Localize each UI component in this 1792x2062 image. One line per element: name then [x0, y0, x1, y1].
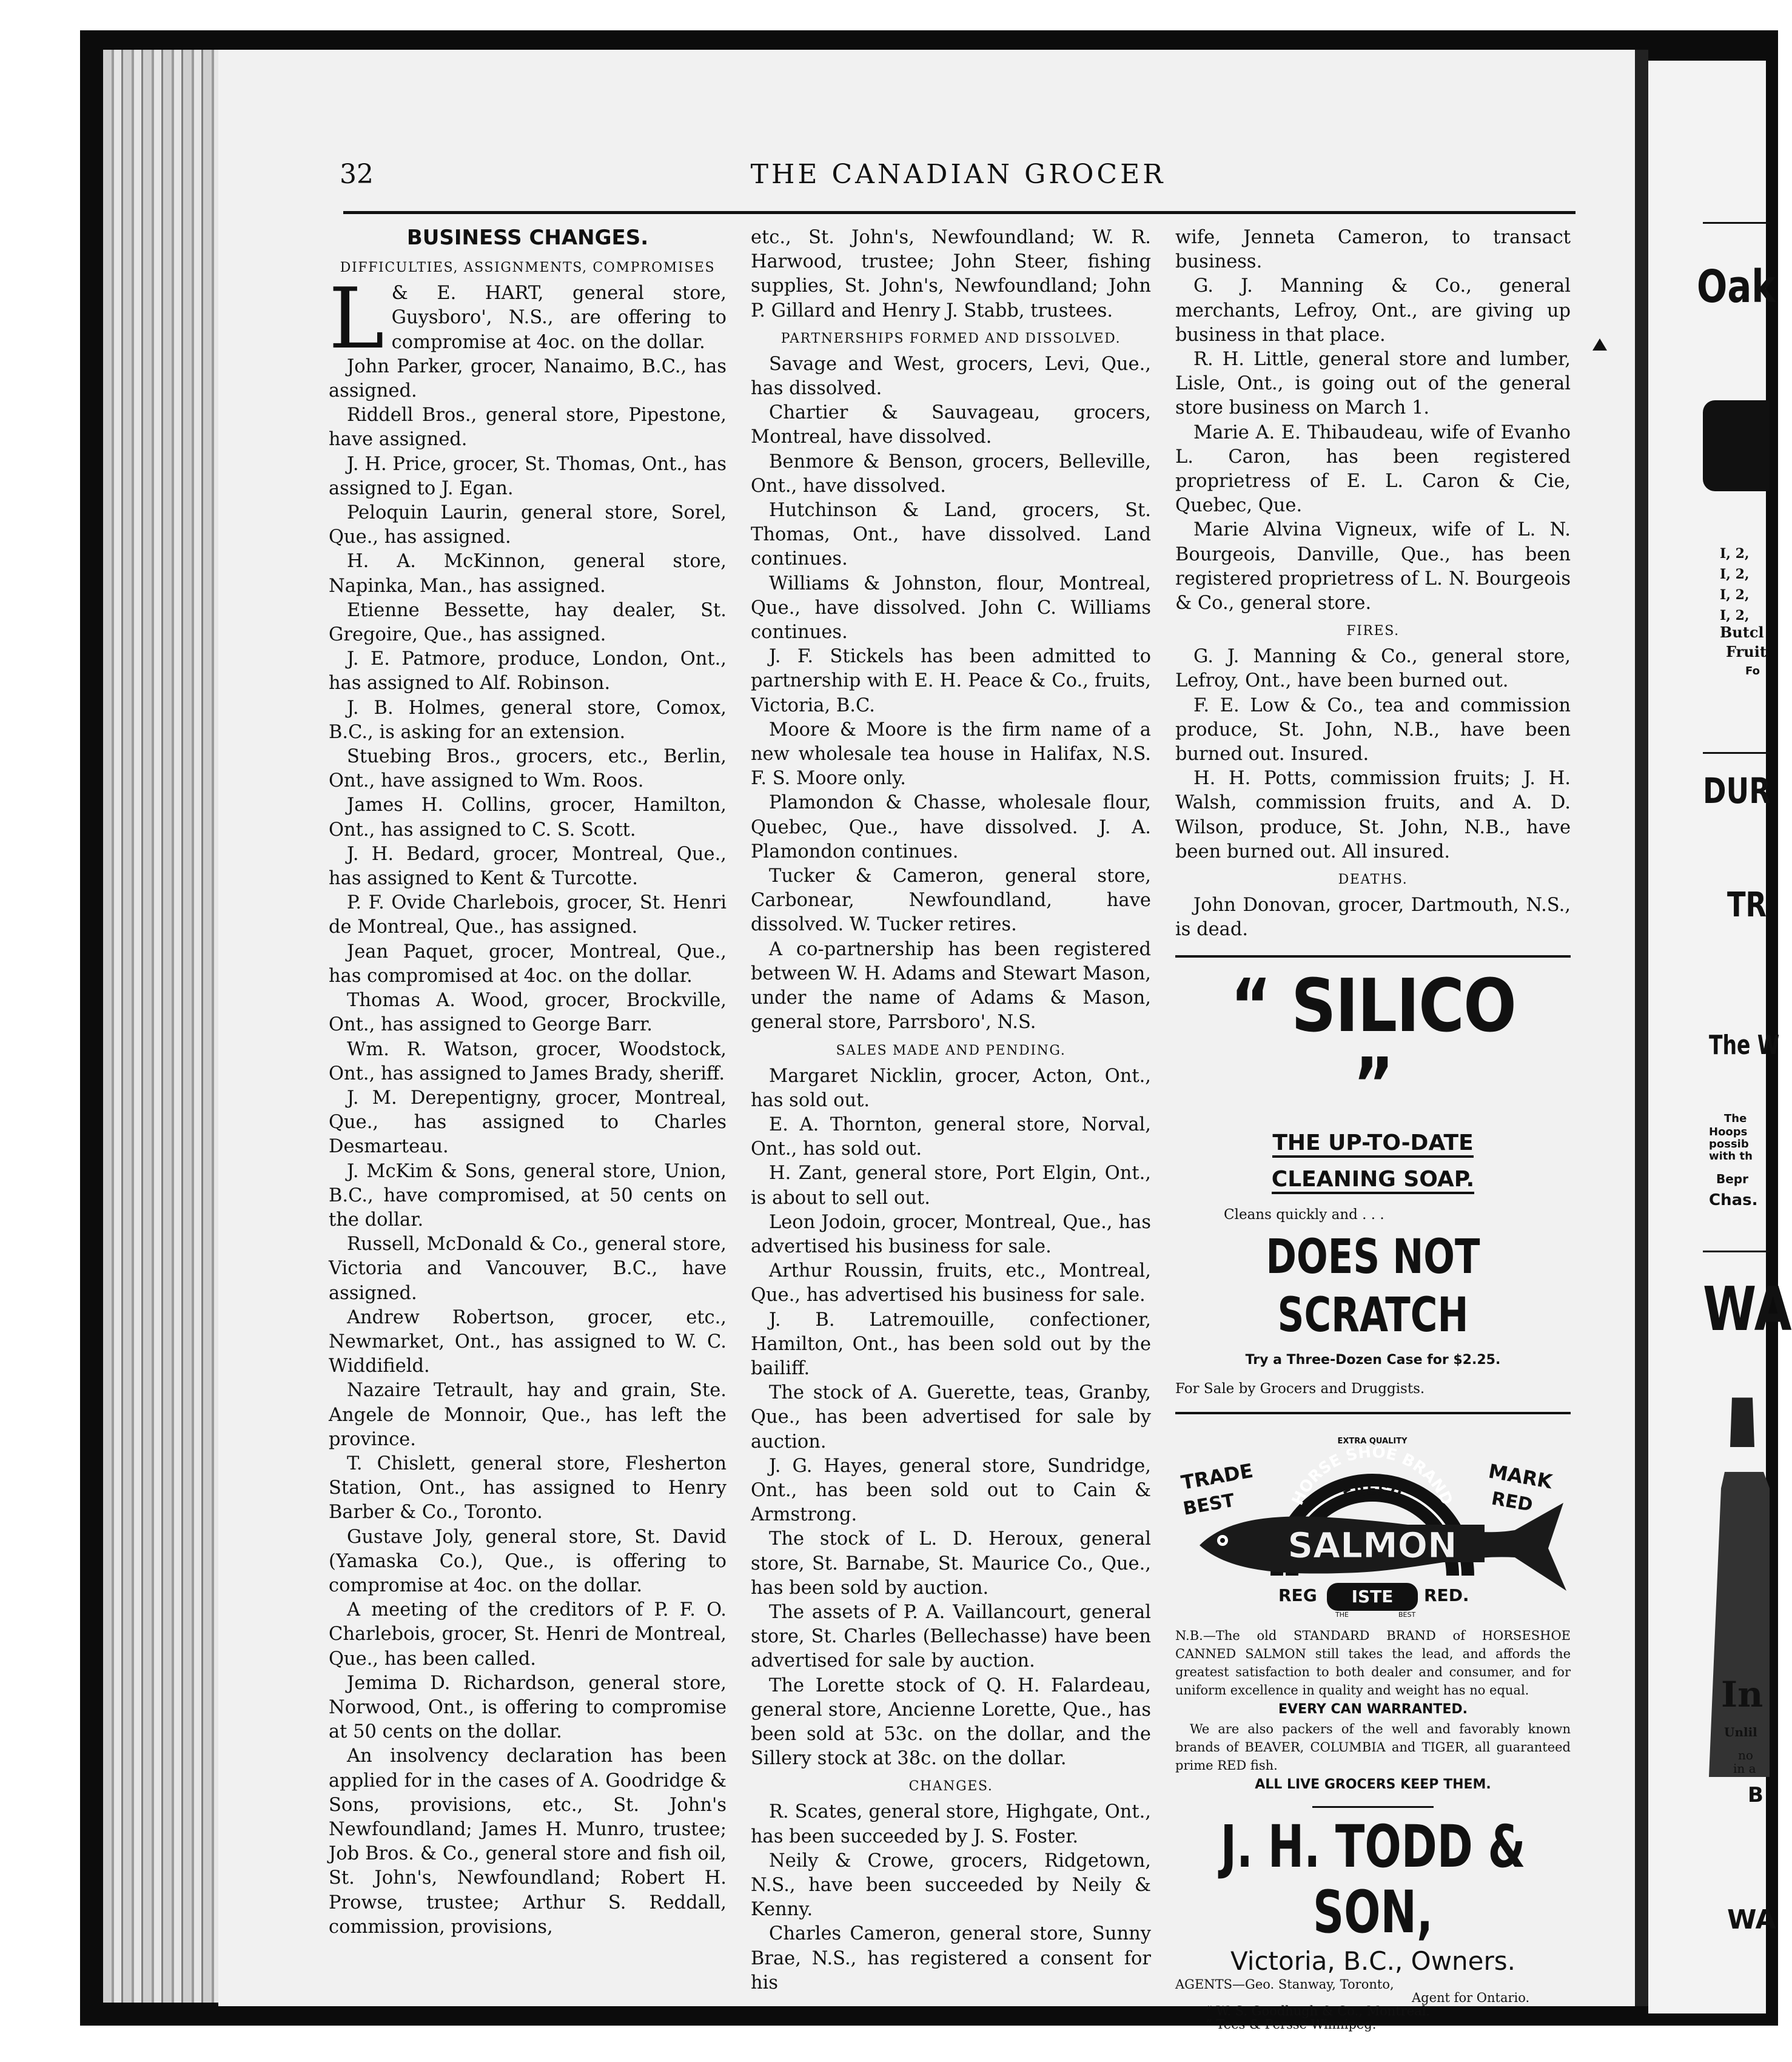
silico-cleans: Cleans quickly and . . . [1224, 1207, 1384, 1223]
journal-title: THE CANADIAN GROCER [750, 159, 1166, 190]
facing-fragment: Oak [1697, 261, 1776, 313]
deaths-entries [1175, 893, 1571, 942]
entry-paragraph: R. H. Little, general store and lumber, Lisle, Ont., is going out of the general store business on March 1. [1175, 349, 1571, 419]
entry-paragraph: John Donovan, grocer, Dartmouth, N.S., is dead. [1175, 895, 1571, 941]
facing-rule [1703, 1251, 1770, 1252]
entry-paragraph: Savage and West, grocers, Levi, Que., has dissolved. [751, 353, 1151, 400]
ad-short-rule [1312, 1806, 1434, 1808]
facing-rule [1703, 752, 1770, 754]
entry-paragraph: Etienne Bessette, hay dealer, St. Gregoire, Que., has assigned. [329, 599, 727, 646]
logo-red-suffix: RED. [1424, 1585, 1469, 1605]
facing-fragment: TR [1727, 885, 1767, 925]
changes-entries [751, 1800, 1151, 1995]
facing-fragment: B [1748, 1783, 1763, 1807]
entry-paragraph: H. H. Potts, commission fruits; J. H. Walsh, commission fruits, and A. D. Wilson, produce, St. John, N.B., have been burned out. All insured. [1175, 768, 1571, 862]
facing-fragment: The W [1709, 1030, 1780, 1061]
entry-paragraph: G. J. Manning & Co., general store, Lefroy, Ont., have been burned out. [1175, 646, 1571, 692]
entry-paragraph: Stuebing Bros., grocers, etc., Berlin, Ont., have assigned to Wm. Roos. [329, 746, 727, 792]
partnership-entries [751, 352, 1151, 1035]
running-header [340, 159, 1577, 201]
logo-fresh: FRESH [1341, 1481, 1404, 1505]
subhead-partnerships: PARTNERSHIPS FORMED AND DISSOLVED. [780, 331, 1121, 346]
agent-line: “ W. S. Goodhugh & Co., Montreal. [1206, 2003, 1431, 2018]
entry-paragraph: Russell, McDonald & Co., general store, Victoria and Vancouver, B.C., have assigned. [329, 1234, 727, 1304]
entry-paragraph: Benmore & Benson, grocers, Belleville, Ont., have dissolved. [751, 451, 1151, 497]
column-fires-deaths-ads [1175, 226, 1571, 2031]
agent-line: Agent for Ontario. [1412, 1990, 1530, 2005]
facing-fragment: DUR [1703, 770, 1771, 811]
entry-paragraph: A co-partnership has been registered between W. H. Adams and Stewart Mason, under the name of Adams & Mason, general store, Parrsboro', N.S. [751, 938, 1151, 1033]
facing-fragment: I, 2, [1720, 608, 1750, 623]
entry-paragraph: J. F. Stickels has been admitted to partnership with E. H. Peace & Co., fruits, Victoria, B.C. [751, 646, 1151, 716]
silico-advertisement [1175, 964, 1571, 1398]
changes-more-entries [1175, 274, 1571, 616]
facing-fragment: no [1738, 1748, 1753, 1762]
entry-paragraph: J. H. Bedard, grocer, Montreal, Que., has assigned to Kent & Turcotte. [329, 843, 727, 890]
entry-paragraph: T. Chislett, general store, Flesherton Station, Ont., has assigned to Henry Barber & Co., Toronto. [329, 1452, 727, 1523]
tagline-text: CLEANING SOAP. [1272, 1167, 1474, 1194]
fires-entries [1175, 645, 1571, 864]
facing-fragment: In [1721, 1674, 1763, 1715]
agent-line: “ Tees & Persse Winnipeg. [1206, 2017, 1377, 2032]
sales-entries [751, 1064, 1151, 1772]
entry-paragraph: Wm. R. Watson, grocer, Woodstock, Ont., has assigned to James Brady, sheriff. [329, 1038, 727, 1084]
logo-extra-quality: EXTRA QUALITY [1337, 1436, 1408, 1446]
ad-separator [1175, 955, 1571, 958]
logo-the: THE [1335, 1610, 1349, 1619]
entry-paragraph: E. A. Thornton, general store, Norval, Ont., has sold out. [751, 1113, 1151, 1160]
entry-text: & E. HART, general store, Guysboro', N.S., are offering to compromise at 4oc. on the dollar. [391, 283, 727, 353]
entry-paragraph: The assets of P. A. Vaillancourt, general store, St. Charles (Bellechasse) have been advertised for sale by auction. [751, 1601, 1151, 1672]
entry-paragraph: J. M. Derepentigny, grocer, Montreal, Que., has assigned to Charles Desmarteau. [329, 1087, 727, 1158]
facing-fragment: The [1724, 1112, 1747, 1125]
facing-fragment: Bepr [1716, 1172, 1748, 1186]
entry-paragraph: An insolvency declaration has been applied for in the cases of A. Goodridge & Sons, provisions, etc., St. John's Newfoundland; James H. Munro, trustee; Job Bros. & Co., general store and fish oil, St. John's, Newfoundland; Robert H. Prowse, trustee; Arthur S. Reddall, commission, provisions, [329, 1745, 727, 1938]
salmon-packers: We are also packers of the well and favorably known brands of BEAVER, COLUMBIA and TIGER, all guaranteed prime RED fish. [1175, 1721, 1571, 1773]
entry-paragraph: John Parker, grocer, Nanaimo, B.C., has assigned. [329, 355, 727, 402]
facing-rule [1703, 222, 1770, 224]
silico-tagline-1 [1175, 1125, 1571, 1161]
facing-figure-image [1709, 1365, 1770, 1777]
facing-fragment: Fruit [1726, 643, 1767, 660]
subhead-difficulties: DIFFICULTIES, ASSIGNMENTS, COMPROMISES [340, 260, 716, 276]
entry-paragraph: Marie A. E. Thibaudeau, wife of Evanho L. Caron, has been registered proprietress of E. L. Caron & Cie, Quebec, Que. [1175, 421, 1571, 517]
column1-entries [329, 355, 727, 1939]
ad-separator [1175, 1412, 1571, 1414]
entry-paragraph: Tucker & Cameron, general store, Carbonear, Newfoundland, have dissolved. W. Tucker retires. [751, 865, 1151, 936]
entry-paragraph: The stock of A. Guerette, teas, Granby, Que., has been advertised for sale by auction. [751, 1382, 1151, 1452]
entry-paragraph: Plamondon & Chasse, wholesale flour, Quebec, Que., have dissolved. J. A. Plamondon continues. [751, 792, 1151, 862]
logo-best: BEST [1181, 1489, 1237, 1520]
agent-line: AGENTS—Geo. Stanway, Toronto, [1175, 1976, 1394, 1992]
entry-paragraph: J. E. Patmore, produce, London, Ont., has assigned to Alf. Robinson. [329, 648, 727, 694]
entry-paragraph: Gustave Joly, general store, St. David (Yamaska Co.), Que., is offering to compromise at 4oc. on the dollar. [329, 1526, 727, 1596]
entry-paragraph: H. Zant, general store, Port Elgin, Ont., is about to sell out. [751, 1163, 1151, 1209]
entry-paragraph: The Lorette stock of Q. H. Falardeau, general store, Ancienne Lorette, Que., has been sold at 53c. on the dollar, and the Sillery stock at 38c. on the dollar. [751, 1674, 1151, 1770]
facing-fragment: in a [1733, 1761, 1756, 1776]
facing-fragment: with th [1709, 1150, 1753, 1163]
facing-image-block [1703, 400, 1770, 491]
salmon-warranted: EVERY CAN WARRANTED. [1278, 1701, 1468, 1717]
facing-fragment: Unlil [1724, 1725, 1757, 1739]
facing-fragment: possib [1709, 1138, 1749, 1150]
entry-paragraph: Chartier & Sauvageau, grocers, Montreal, have dissolved. [751, 402, 1151, 448]
logo-salmon: SALMON [1287, 1524, 1457, 1566]
subhead-fires: FIRES. [1346, 623, 1400, 639]
entry-paragraph: R. Scates, general store, Highgate, Ont., has been succeeded by J. S. Foster. [751, 1801, 1151, 1847]
logo-mark: MARK [1486, 1459, 1554, 1493]
salmon-grocers: ALL LIVE GROCERS KEEP THEM. [1255, 1776, 1491, 1792]
margin-mark-icon [1592, 338, 1607, 351]
subhead-deaths: DEATHS. [1338, 872, 1408, 888]
continuation-paragraph: wife, Jenneta Cameron, to transact business. [1175, 227, 1571, 273]
entry-paragraph: P. F. Ovide Charlebois, grocer, St. Henri de Montreal, Que., has assigned. [329, 892, 727, 938]
facing-fragment: Butcl [1720, 623, 1764, 641]
silico-tagline-2 [1175, 1161, 1571, 1198]
company-name: J. H. TODD & SON, [1220, 1812, 1526, 1946]
entry-paragraph: H. A. McKinnon, general store, Napinka, Man., has assigned. [329, 551, 727, 597]
facing-fragment: WA [1703, 1274, 1792, 1345]
facing-fragment: I, 2, [1720, 546, 1750, 562]
entry-paragraph: Charles Cameron, general store, Sunny Brae, N.S., has registered a consent for his [751, 1923, 1151, 1993]
silico-headline: DOES NOT SCRATCH [1266, 1230, 1480, 1343]
column-business-changes [329, 226, 727, 1939]
entry-paragraph: Moore & Moore is the firm name of a new wholesale tea house in Halifax, N.S. F. S. Moore only. [751, 719, 1151, 790]
entry-paragraph [329, 270, 727, 368]
facing-fragment: WA [1727, 1904, 1776, 1935]
entry-paragraph: Riddell Bros., general store, Pipestone, have assigned. [329, 405, 727, 451]
entry-paragraph: The stock of L. D. Heroux, general store, St. Barnabe, St. Maurice Co., Que., has been sold by auction. [751, 1528, 1151, 1599]
entry-paragraph: Thomas A. Wood, grocer, Brockville, Ont., has assigned to George Barr. [329, 990, 727, 1036]
page-edges [103, 50, 218, 2003]
entry-paragraph: J. G. Hayes, general store, Sundridge, Ont., has been sold out to Cain & Armstrong. [751, 1455, 1151, 1526]
entry-paragraph: Leon Jodoin, grocer, Montreal, Que., has advertised his business for sale. [751, 1211, 1151, 1257]
section-title: BUSINESS CHANGES. [406, 226, 649, 250]
salmon-body: N.B.—The old STANDARD BRAND of HORSESHOE CANNED SALMON still takes the lead, and affords the greatest satisfaction to both dealer and consumer, and for uniform excellence in quality and weight has no equal. [1175, 1628, 1571, 1698]
entry-paragraph: Margaret Nicklin, grocer, Acton, Ont., has sold out. [751, 1065, 1151, 1111]
entry-paragraph: Jemima D. Richardson, general store, Norwood, Ont., is offering to compromise at 50 cents on the dollar. [329, 1672, 727, 1743]
entry-paragraph: J. McKim & Sons, general store, Union, B.C., have compromised, at 50 cents on the dollar. [329, 1160, 727, 1231]
entry-paragraph: James H. Collins, grocer, Hamilton, Ont., has assigned to C. S. Scott. [329, 794, 727, 841]
header-rule [343, 211, 1576, 214]
facing-fragment: I, 2, [1720, 566, 1750, 582]
entry-paragraph: Neily & Crowe, grocers, Ridgetown, N.S., have been succeeded by Neily & Kenny. [751, 1850, 1151, 1921]
entry-paragraph: Hutchinson & Land, grocers, St. Thomas, Ont., have dissolved. Land continues. [751, 500, 1151, 570]
facing-fragment: Hoops [1709, 1126, 1748, 1138]
entry-paragraph: Arthur Roussin, fruits, etc., Montreal, Que., has advertised his business for sale. [751, 1260, 1151, 1306]
entry-paragraph: Peloquin Laurin, general store, Sorel, Que., has assigned. [329, 502, 727, 548]
drop-cap: L [329, 270, 384, 368]
tagline-text: THE UP-TO-DATE [1272, 1130, 1473, 1158]
column-partnerships [751, 226, 1151, 1995]
facing-fragment: I, 2, [1720, 587, 1750, 603]
page-number: 32 [340, 159, 374, 190]
entry-paragraph: Andrew Robertson, grocer, etc., Newmarket, Ont., has assigned to W. C. Widdifield. [329, 1306, 727, 1377]
entry-paragraph: F. E. Low & Co., tea and commission produce, St. John, N.B., have been burned out. Insured. [1175, 694, 1571, 765]
entry-paragraph: Marie Alvina Vigneux, wife of L. N. Bourgeois, Danville, Que., has been registered proprietress of L. N. Bourgeois & Co., general store. [1175, 519, 1571, 614]
facing-fragment: Chas. [1709, 1191, 1758, 1209]
book-gutter [1635, 50, 1648, 2006]
silico-brand: “ SILICO ” [1230, 964, 1516, 1128]
silico-offer: Try a Three-Dozen Case for $2.25. [1245, 1352, 1501, 1368]
facing-page [1648, 61, 1792, 2013]
entry-paragraph: A meeting of the creditors of P. F. O. Charlebois, grocer, St. Henri de Montreal, Que., has been called. [329, 1599, 727, 1670]
entry-paragraph: Nazaire Tetrault, hay and grain, Ste. Angele de Monnoir, Que., has left the province. [329, 1380, 727, 1450]
logo-reg: REG [1278, 1585, 1317, 1605]
horseshoe-fish-icon [1175, 1424, 1571, 1624]
subhead-changes: CHANGES. [908, 1779, 993, 1795]
logo-trade: TRADE [1179, 1459, 1255, 1494]
horseshoe-salmon-logo [1175, 1424, 1571, 1624]
logo-iste: ISTE [1351, 1586, 1394, 1607]
continuation-paragraph: etc., St. John's, Newfoundland; W. R. Harwood, trustee; John Steer, fishing supplies, St. John's, Newfoundland; John P. Gillard and Henry J. Stabb, trustees. [751, 227, 1151, 321]
company-location: Victoria, B.C., Owners. [1230, 1946, 1516, 1976]
facing-fragment: Fo [1745, 665, 1760, 677]
entry-paragraph: Jean Paquet, grocer, Montreal, Que., has compromised at 4oc. on the dollar. [329, 941, 727, 987]
salmon-advertisement [1175, 1424, 1571, 2031]
logo-red: RED [1489, 1488, 1535, 1516]
entry-paragraph: Williams & Johnston, flour, Montreal, Que., have dissolved. John C. Williams continues. [751, 573, 1151, 643]
logo-best-small: BEST [1398, 1610, 1416, 1619]
entry-paragraph: J. B. Latremouille, confectioner, Hamilton, Ont., has been sold out by the bailiff. [751, 1309, 1151, 1379]
entry-paragraph: J. B. Holmes, general store, Comox, B.C., is asking for an extension. [329, 697, 727, 743]
silico-for-sale: For Sale by Grocers and Druggists. [1175, 1380, 1425, 1397]
logo-horseshoe-brand: HORSE SHOE BRAND [1288, 1443, 1457, 1508]
subhead-sales: SALES MADE AND PENDING. [836, 1043, 1066, 1058]
agents-list [1175, 1978, 1571, 2031]
entry-paragraph: G. J. Manning & Co., general merchants, Lefroy, Ont., are giving up business in that place. [1175, 275, 1571, 346]
entry-paragraph: J. H. Price, grocer, St. Thomas, Ont., has assigned to J. Egan. [329, 453, 727, 499]
